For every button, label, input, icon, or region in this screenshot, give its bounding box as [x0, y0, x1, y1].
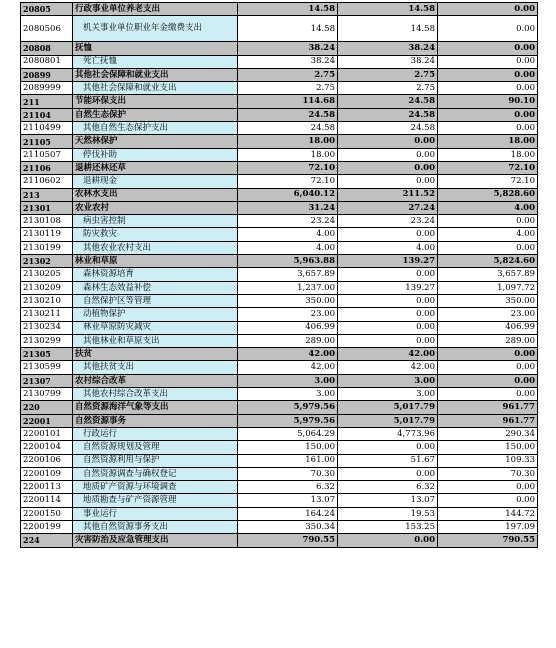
amount-total-cell: 23.24 — [238, 215, 338, 228]
amount-basic-cell: 2.75 — [338, 82, 438, 95]
amount-basic-cell: 0.00 — [338, 228, 438, 241]
code-cell: 2200114 — [21, 494, 73, 507]
table-row — [21, 401, 538, 414]
amount-basic-cell: 0.00 — [338, 268, 438, 281]
amount-total-cell: 406.99 — [238, 321, 338, 334]
table-row — [21, 427, 538, 440]
amount-basic-cell: 14.58 — [338, 16, 438, 42]
amount-project-cell: 0.00 — [438, 55, 538, 68]
amount-basic-cell: 0.00 — [338, 441, 438, 454]
amount-project-cell: 197.09 — [438, 520, 538, 533]
name-cell: 退耕现金 — [73, 175, 238, 188]
table-row — [21, 441, 538, 454]
code-cell: 2200104 — [21, 441, 73, 454]
name-cell: 动植物保护 — [73, 308, 238, 321]
code-cell: 2089999 — [21, 82, 73, 95]
code-cell: 220 — [21, 401, 73, 414]
amount-total-cell: 4.00 — [238, 228, 338, 241]
amount-basic-cell: 24.58 — [338, 95, 438, 108]
code-cell: 224 — [21, 534, 73, 547]
name-cell: 林业和草原 — [73, 255, 238, 268]
amount-project-cell: 5,828.60 — [438, 188, 538, 201]
code-cell: 2130205 — [21, 268, 73, 281]
name-cell: 自然资源事务 — [73, 414, 238, 427]
name-cell: 节能环保支出 — [73, 95, 238, 108]
name-cell: 林业草原防灾减灾 — [73, 321, 238, 334]
amount-project-cell: 290.34 — [438, 427, 538, 440]
table-row — [21, 388, 538, 401]
code-cell: 2200113 — [21, 481, 73, 494]
amount-project-cell: 0.00 — [438, 215, 538, 228]
table-row — [21, 268, 538, 281]
amount-project-cell: 1,097.72 — [438, 281, 538, 294]
table-row — [21, 148, 538, 161]
amount-project-cell: 406.99 — [438, 321, 538, 334]
amount-total-cell: 2.75 — [238, 82, 338, 95]
code-cell: 2110499 — [21, 122, 73, 135]
amount-total-cell: 3.00 — [238, 374, 338, 387]
amount-total-cell: 6,040.12 — [238, 188, 338, 201]
amount-basic-cell: 139.27 — [338, 281, 438, 294]
amount-project-cell: 0.00 — [438, 82, 538, 95]
name-cell: 灾害防治及应急管理支出 — [73, 534, 238, 547]
amount-basic-cell: 27.24 — [338, 201, 438, 214]
code-cell: 2130234 — [21, 321, 73, 334]
amount-total-cell: 18.00 — [238, 135, 338, 148]
amount-project-cell: 72.10 — [438, 175, 538, 188]
table-row — [21, 135, 538, 148]
code-cell: 21104 — [21, 108, 73, 121]
amount-total-cell: 164.24 — [238, 507, 338, 520]
amount-project-cell: 350.00 — [438, 294, 538, 307]
amount-project-cell: 23.00 — [438, 308, 538, 321]
table-row — [21, 95, 538, 108]
code-cell: 211 — [21, 95, 73, 108]
amount-total-cell: 14.58 — [238, 3, 338, 16]
amount-total-cell: 24.58 — [238, 122, 338, 135]
amount-project-cell: 18.00 — [438, 148, 538, 161]
amount-basic-cell: 4,773.96 — [338, 427, 438, 440]
name-cell: 退耕还林还草 — [73, 161, 238, 174]
amount-total-cell: 150.00 — [238, 441, 338, 454]
amount-project-cell: 961.77 — [438, 414, 538, 427]
amount-basic-cell: 42.00 — [338, 361, 438, 374]
code-cell: 2200106 — [21, 454, 73, 467]
name-cell: 其他自然生态保护支出 — [73, 122, 238, 135]
code-cell: 2130209 — [21, 281, 73, 294]
table-row — [21, 494, 538, 507]
table-row — [21, 42, 538, 55]
amount-total-cell: 14.58 — [238, 16, 338, 42]
code-cell: 20805 — [21, 3, 73, 16]
amount-basic-cell: 6.32 — [338, 481, 438, 494]
table-row — [21, 348, 538, 361]
amount-total-cell: 24.58 — [238, 108, 338, 121]
table-row — [21, 334, 538, 347]
amount-total-cell: 5,963.88 — [238, 255, 338, 268]
code-cell: 2110507 — [21, 148, 73, 161]
table-row — [21, 255, 538, 268]
amount-total-cell: 13.07 — [238, 494, 338, 507]
amount-project-cell: 0.00 — [438, 494, 538, 507]
table-row — [21, 281, 538, 294]
name-cell: 死亡抚恤 — [73, 55, 238, 68]
code-cell: 20899 — [21, 68, 73, 81]
amount-basic-cell: 0.00 — [338, 334, 438, 347]
amount-basic-cell: 0.00 — [338, 294, 438, 307]
amount-basic-cell: 0.00 — [338, 308, 438, 321]
name-cell: 其他扶贫支出 — [73, 361, 238, 374]
code-cell: 2200199 — [21, 520, 73, 533]
table-row — [21, 82, 538, 95]
amount-project-cell: 961.77 — [438, 401, 538, 414]
amount-basic-cell: 23.24 — [338, 215, 438, 228]
code-cell: 22001 — [21, 414, 73, 427]
table-row — [21, 454, 538, 467]
amount-project-cell: 18.00 — [438, 135, 538, 148]
amount-total-cell: 4.00 — [238, 241, 338, 254]
amount-total-cell: 38.24 — [238, 55, 338, 68]
code-cell: 20808 — [21, 42, 73, 55]
amount-basic-cell: 211.52 — [338, 188, 438, 201]
amount-basic-cell: 5,017.79 — [338, 401, 438, 414]
amount-project-cell: 3,657.89 — [438, 268, 538, 281]
amount-total-cell: 42.00 — [238, 361, 338, 374]
amount-basic-cell: 0.00 — [338, 148, 438, 161]
table-row — [21, 215, 538, 228]
amount-basic-cell: 3.00 — [338, 374, 438, 387]
table-row — [21, 3, 538, 16]
table-row — [21, 467, 538, 480]
name-cell: 抚恤 — [73, 42, 238, 55]
amount-total-cell: 5,064.29 — [238, 427, 338, 440]
code-cell: 21305 — [21, 348, 73, 361]
amount-basic-cell: 38.24 — [338, 55, 438, 68]
name-cell: 森林生态效益补偿 — [73, 281, 238, 294]
name-cell: 自然资源规划及管理 — [73, 441, 238, 454]
code-cell: 2130199 — [21, 241, 73, 254]
amount-total-cell: 3,657.89 — [238, 268, 338, 281]
table-row — [21, 294, 538, 307]
amount-total-cell: 289.00 — [238, 334, 338, 347]
amount-project-cell: 72.10 — [438, 161, 538, 174]
amount-project-cell: 70.30 — [438, 467, 538, 480]
amount-basic-cell: 13.07 — [338, 494, 438, 507]
amount-project-cell: 0.00 — [438, 348, 538, 361]
amount-basic-cell: 153.25 — [338, 520, 438, 533]
amount-total-cell: 3.00 — [238, 388, 338, 401]
code-cell: 2080506 — [21, 16, 73, 42]
amount-basic-cell: 0.00 — [338, 321, 438, 334]
amount-total-cell: 72.10 — [238, 161, 338, 174]
amount-basic-cell: 42.00 — [338, 348, 438, 361]
amount-basic-cell: 0.00 — [338, 534, 438, 547]
name-cell: 自然生态保护 — [73, 108, 238, 121]
amount-project-cell: 150.00 — [438, 441, 538, 454]
amount-basic-cell: 38.24 — [338, 42, 438, 55]
table-row — [21, 188, 538, 201]
table-row — [21, 68, 538, 81]
table-row — [21, 55, 538, 68]
code-cell: 21301 — [21, 201, 73, 214]
table-row — [21, 308, 538, 321]
code-cell: 21302 — [21, 255, 73, 268]
table-row — [21, 108, 538, 121]
code-cell: 2130599 — [21, 361, 73, 374]
table-row — [21, 122, 538, 135]
amount-total-cell: 161.00 — [238, 454, 338, 467]
table-row — [21, 361, 538, 374]
amount-project-cell: 0.00 — [438, 388, 538, 401]
table-row — [21, 534, 538, 547]
code-cell: 2130108 — [21, 215, 73, 228]
amount-project-cell: 4.00 — [438, 228, 538, 241]
table-row — [21, 414, 538, 427]
amount-total-cell: 5,979.56 — [238, 401, 338, 414]
amount-total-cell: 72.10 — [238, 175, 338, 188]
table-row — [21, 201, 538, 214]
amount-total-cell: 42.00 — [238, 348, 338, 361]
name-cell: 森林资源培育 — [73, 268, 238, 281]
table-row — [21, 241, 538, 254]
amount-basic-cell: 0.00 — [338, 161, 438, 174]
amount-project-cell: 0.00 — [438, 3, 538, 16]
amount-total-cell: 350.34 — [238, 520, 338, 533]
amount-project-cell: 0.00 — [438, 68, 538, 81]
amount-total-cell: 1,237.00 — [238, 281, 338, 294]
name-cell: 其他林业和草原支出 — [73, 334, 238, 347]
table-row — [21, 321, 538, 334]
amount-project-cell: 5,824.60 — [438, 255, 538, 268]
name-cell: 自然资源调查与确权登记 — [73, 467, 238, 480]
amount-project-cell: 0.00 — [438, 16, 538, 42]
amount-basic-cell: 19.53 — [338, 507, 438, 520]
name-cell: 病虫害控制 — [73, 215, 238, 228]
code-cell: 2130211 — [21, 308, 73, 321]
amount-project-cell: 0.00 — [438, 374, 538, 387]
name-cell: 其他农村综合改革支出 — [73, 388, 238, 401]
table-row — [21, 481, 538, 494]
code-cell: 21106 — [21, 161, 73, 174]
name-cell: 地质勘查与矿产资源管理 — [73, 494, 238, 507]
amount-project-cell: 790.55 — [438, 534, 538, 547]
amount-basic-cell: 5,017.79 — [338, 414, 438, 427]
code-cell: 2200150 — [21, 507, 73, 520]
name-cell: 自然保护区等管理 — [73, 294, 238, 307]
amount-total-cell: 70.30 — [238, 467, 338, 480]
amount-basic-cell: 3.00 — [338, 388, 438, 401]
amount-total-cell: 18.00 — [238, 148, 338, 161]
name-cell: 其他农业农村支出 — [73, 241, 238, 254]
amount-basic-cell: 14.58 — [338, 3, 438, 16]
amount-total-cell: 2.75 — [238, 68, 338, 81]
amount-project-cell: 0.00 — [438, 481, 538, 494]
name-cell: 地质矿产资源与环境调查 — [73, 481, 238, 494]
code-cell: 21307 — [21, 374, 73, 387]
name-cell: 农业农村 — [73, 201, 238, 214]
amount-basic-cell: 4.00 — [338, 241, 438, 254]
amount-total-cell: 31.24 — [238, 201, 338, 214]
table-row — [21, 520, 538, 533]
amount-basic-cell: 51.67 — [338, 454, 438, 467]
table-row — [21, 161, 538, 174]
code-cell: 2130299 — [21, 334, 73, 347]
amount-project-cell: 90.10 — [438, 95, 538, 108]
name-cell: 农林水支出 — [73, 188, 238, 201]
table-row — [21, 175, 538, 188]
amount-project-cell: 109.33 — [438, 454, 538, 467]
expenditure-table — [20, 2, 538, 548]
table-body — [21, 3, 538, 548]
amount-basic-cell: 139.27 — [338, 255, 438, 268]
table-row — [21, 16, 538, 42]
code-cell: 2080801 — [21, 55, 73, 68]
name-cell: 机关事业单位职业年金缴费支出 — [73, 16, 238, 42]
amount-project-cell: 4.00 — [438, 201, 538, 214]
amount-basic-cell: 0.00 — [338, 467, 438, 480]
amount-total-cell: 114.68 — [238, 95, 338, 108]
amount-basic-cell: 2.75 — [338, 68, 438, 81]
amount-basic-cell: 0.00 — [338, 175, 438, 188]
name-cell: 其他自然资源事务支出 — [73, 520, 238, 533]
amount-project-cell: 289.00 — [438, 334, 538, 347]
code-cell: 2130119 — [21, 228, 73, 241]
code-cell: 21105 — [21, 135, 73, 148]
name-cell: 行政事业单位养老支出 — [73, 3, 238, 16]
amount-total-cell: 23.00 — [238, 308, 338, 321]
table-row — [21, 507, 538, 520]
code-cell: 2200109 — [21, 467, 73, 480]
code-cell: 2130210 — [21, 294, 73, 307]
name-cell: 自然资源利用与保护 — [73, 454, 238, 467]
code-cell: 213 — [21, 188, 73, 201]
amount-project-cell: 0.00 — [438, 42, 538, 55]
code-cell: 2130799 — [21, 388, 73, 401]
amount-total-cell: 350.00 — [238, 294, 338, 307]
amount-project-cell: 0.00 — [438, 122, 538, 135]
name-cell: 事业运行 — [73, 507, 238, 520]
amount-total-cell: 6.32 — [238, 481, 338, 494]
amount-basic-cell: 0.00 — [338, 135, 438, 148]
name-cell: 防灾救灾 — [73, 228, 238, 241]
amount-total-cell: 5,979.56 — [238, 414, 338, 427]
amount-project-cell: 0.00 — [438, 361, 538, 374]
amount-project-cell: 144.72 — [438, 507, 538, 520]
name-cell: 扶贫 — [73, 348, 238, 361]
name-cell: 停伐补助 — [73, 148, 238, 161]
amount-project-cell: 0.00 — [438, 108, 538, 121]
name-cell: 其他社会保障和就业支出 — [73, 82, 238, 95]
name-cell: 天然林保护 — [73, 135, 238, 148]
amount-basic-cell: 24.58 — [338, 122, 438, 135]
amount-total-cell: 38.24 — [238, 42, 338, 55]
amount-basic-cell: 24.58 — [338, 108, 438, 121]
name-cell: 其他社会保障和就业支出 — [73, 68, 238, 81]
name-cell: 农村综合改革 — [73, 374, 238, 387]
name-cell: 行政运行 — [73, 427, 238, 440]
amount-project-cell: 0.00 — [438, 241, 538, 254]
code-cell: 2200101 — [21, 427, 73, 440]
amount-total-cell: 790.55 — [238, 534, 338, 547]
table-row — [21, 228, 538, 241]
table-row — [21, 374, 538, 387]
code-cell: 2110602 — [21, 175, 73, 188]
name-cell: 自然资源海洋气象等支出 — [73, 401, 238, 414]
